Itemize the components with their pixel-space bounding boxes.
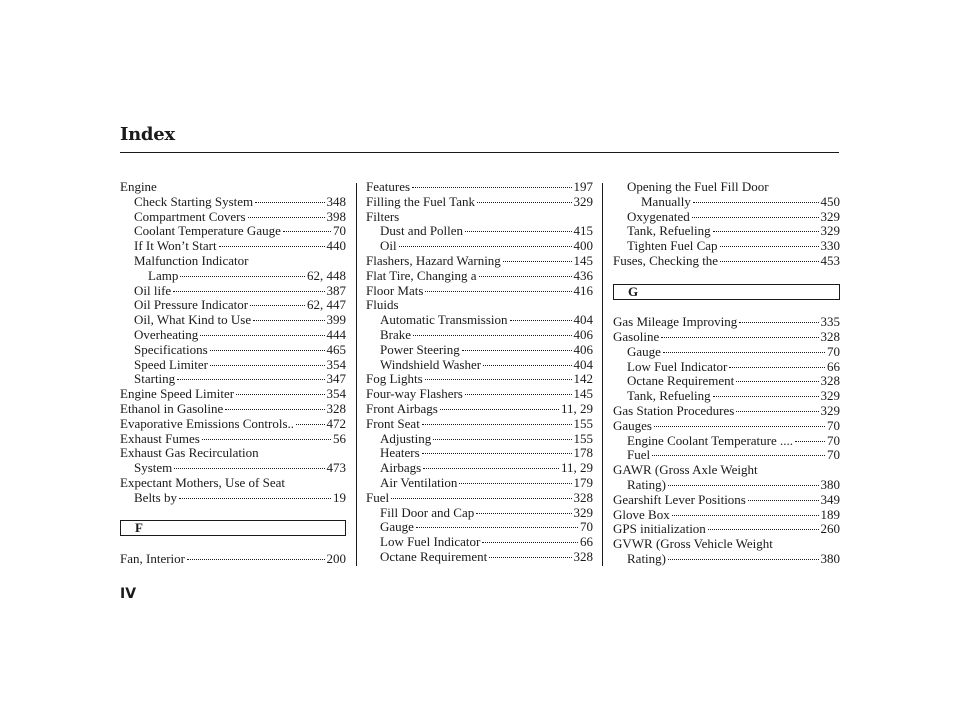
entry-label: Filters <box>366 208 400 224</box>
entry-label: Front Airbags <box>366 400 438 416</box>
index-entry <box>366 387 593 402</box>
entry-page-number: 335 <box>820 314 840 330</box>
entry-page-number: 349 <box>820 491 840 507</box>
column-divider <box>356 183 357 566</box>
entry-page-number: 473 <box>326 460 346 476</box>
index-entry <box>613 224 840 239</box>
dot-leader <box>720 246 819 247</box>
dot-leader <box>736 411 818 412</box>
entry-page-number: 197 <box>573 179 593 194</box>
dot-leader <box>748 500 819 501</box>
entry-page-number: 56 <box>333 430 346 446</box>
index-entry <box>366 313 593 328</box>
entry-page-number: 328 <box>573 548 593 564</box>
entry-label: Check Starting System <box>134 193 254 209</box>
index-entry <box>613 239 840 254</box>
entry-page-number: 178 <box>573 445 593 461</box>
index-entry <box>613 419 840 434</box>
entry-label: Fuel <box>627 447 651 463</box>
dot-leader <box>708 529 819 530</box>
index-entry <box>120 180 346 195</box>
entry-label: Malfunction Indicator <box>134 252 249 268</box>
index-entry <box>366 417 593 432</box>
index-entry <box>613 180 840 195</box>
index-entry <box>366 254 593 269</box>
index-entry <box>120 461 346 476</box>
index-entry <box>120 476 346 491</box>
entry-label: Power Steering <box>380 341 460 357</box>
entry-page-number: 70 <box>333 223 346 239</box>
entry-label: Fuel <box>366 489 390 505</box>
index-entry <box>613 330 840 345</box>
dot-leader <box>510 320 572 321</box>
entry-page-number: 399 <box>326 312 346 328</box>
entry-label: Fill Door and Cap <box>380 504 475 520</box>
dot-leader <box>391 498 571 499</box>
entry-label: Low Fuel Indicator <box>627 358 728 374</box>
dot-leader <box>425 291 571 292</box>
entry-label: Flat Tire, Changing a <box>366 267 477 283</box>
entry-page-number: 328 <box>820 328 840 344</box>
entry-page-number: 329 <box>820 402 840 418</box>
dot-leader <box>202 439 331 440</box>
entry-label: Overheating <box>134 326 199 342</box>
index-entry <box>366 239 593 254</box>
entry-page-number: 62, 448 <box>307 267 346 283</box>
entry-label: Oil <box>380 238 397 254</box>
entry-label: Exhaust Gas Recirculation <box>120 445 259 461</box>
index-entry <box>120 446 346 461</box>
dot-leader <box>465 231 571 232</box>
entry-page-number: 329 <box>573 504 593 520</box>
dot-leader <box>663 352 825 353</box>
entry-label: Engine Speed Limiter <box>120 386 235 402</box>
entry-label: Exhaust Fumes <box>120 430 200 446</box>
entry-label: Fog Lights <box>366 371 423 387</box>
dot-leader <box>440 409 559 410</box>
entry-page-number: 416 <box>573 282 593 298</box>
entry-page-number: 328 <box>573 489 593 505</box>
entry-label: Octane Requirement <box>627 373 735 389</box>
index-entry <box>366 491 593 506</box>
index-column-1 <box>120 180 346 567</box>
entry-page-number: 380 <box>820 476 840 492</box>
index-entry <box>366 343 593 358</box>
dot-leader <box>668 485 819 486</box>
index-entry <box>120 402 346 417</box>
index-entry <box>613 374 840 389</box>
entry-label: Ethanol in Gasoline <box>120 400 224 416</box>
index-entry <box>366 402 593 417</box>
dot-leader <box>668 559 819 560</box>
index-entry <box>613 345 840 360</box>
entry-label: Gauge <box>380 519 414 535</box>
dot-leader <box>713 396 819 397</box>
entry-page-number: 145 <box>573 252 593 268</box>
index-entry <box>366 328 593 343</box>
index-entry <box>366 210 593 225</box>
dot-leader <box>795 441 825 442</box>
entry-page-number: 440 <box>326 238 346 254</box>
entry-label: Oil life <box>134 282 172 298</box>
entry-label: Tank, Refueling <box>627 223 711 239</box>
entry-label: Front Seat <box>366 415 420 431</box>
index-entry <box>613 463 840 478</box>
dot-leader <box>462 350 572 351</box>
index-entry <box>613 404 840 419</box>
index-entry <box>120 328 346 343</box>
entry-label: Glove Box <box>613 506 670 522</box>
index-entry <box>613 508 840 523</box>
index-entry <box>613 448 840 463</box>
section-letter-header: G <box>613 284 840 300</box>
entry-label: Opening the Fuel Fill Door <box>627 179 769 194</box>
entry-label: Coolant Temperature Gauge <box>134 223 281 239</box>
entry-label: Airbags <box>380 460 422 476</box>
entry-page-number: 436 <box>573 267 593 283</box>
entry-page-number: 329 <box>820 388 840 404</box>
entry-label: Automatic Transmission <box>380 312 508 328</box>
title-rule <box>120 152 839 153</box>
entry-label: Tighten Fuel Cap <box>627 238 718 254</box>
index-entry <box>366 550 593 565</box>
index-entry <box>366 446 593 461</box>
entry-label: Air Ventilation <box>380 474 458 490</box>
index-entry <box>120 387 346 402</box>
entry-page-number: 189 <box>820 506 840 522</box>
dot-leader <box>236 394 324 395</box>
entry-label: Fan, Interior <box>120 550 185 566</box>
entry-page-number: 11, 29 <box>560 460 593 476</box>
entry-page-number: 354 <box>326 386 346 402</box>
entry-page-number: 398 <box>326 208 346 224</box>
entry-label: Four-way Flashers <box>366 386 463 402</box>
entry-page-number: 450 <box>820 193 840 209</box>
entry-label: Brake <box>380 326 412 342</box>
dot-leader <box>425 379 572 380</box>
dot-leader <box>661 337 818 338</box>
entry-page-number: 380 <box>820 550 840 566</box>
dot-leader <box>250 305 305 306</box>
entry-page-number: 472 <box>326 415 346 431</box>
dot-leader <box>672 515 819 516</box>
dot-leader <box>482 542 578 543</box>
entry-page-number: 11, 29 <box>560 400 593 416</box>
entry-page-number: 66 <box>580 534 593 550</box>
entry-label: Flashers, Hazard Warning <box>366 252 501 268</box>
entry-page-number: 179 <box>573 474 593 490</box>
index-entry <box>120 358 346 373</box>
index-entry <box>613 315 840 330</box>
dot-leader <box>713 231 819 232</box>
page-title: Index <box>120 124 175 145</box>
dot-leader <box>654 426 825 427</box>
dot-leader <box>173 291 324 292</box>
page-number: IV <box>120 586 137 602</box>
dot-leader <box>489 557 571 558</box>
entry-label: Dust and Pollen <box>380 223 464 239</box>
entry-label: Lamp <box>148 267 179 283</box>
index-entry <box>120 210 346 225</box>
dot-leader <box>248 217 325 218</box>
entry-page-number: 465 <box>326 341 346 357</box>
index-entry <box>366 195 593 210</box>
entry-label: Features <box>366 179 411 194</box>
index-entry <box>366 535 593 550</box>
entry-page-number: 444 <box>326 326 346 342</box>
dot-leader <box>476 513 571 514</box>
dot-leader <box>422 453 572 454</box>
entry-label: Low Fuel Indicator <box>380 534 481 550</box>
entry-label: GAWR (Gross Axle Weight <box>613 462 758 478</box>
index-entry <box>120 269 346 284</box>
index-entry <box>366 180 593 195</box>
entry-label: If It Won’t Start <box>134 238 217 254</box>
entry-label: Engine <box>120 179 157 194</box>
dot-leader <box>692 217 819 218</box>
entry-label: Windshield Washer <box>380 356 482 372</box>
dot-leader <box>253 320 324 321</box>
entry-page-number: 406 <box>573 326 593 342</box>
entry-page-number: 70 <box>827 432 840 448</box>
index-entry <box>613 493 840 508</box>
index-column-2 <box>366 180 593 565</box>
entry-page-number: 330 <box>820 238 840 254</box>
index-entry <box>120 343 346 358</box>
index-entry <box>366 358 593 373</box>
index-entry <box>613 389 840 404</box>
entry-page-number: 400 <box>573 238 593 254</box>
entry-page-number: 354 <box>326 356 346 372</box>
entry-label: Belts by <box>134 489 177 505</box>
dot-leader <box>255 202 324 203</box>
index-entry <box>120 254 346 269</box>
entry-page-number: 404 <box>573 356 593 372</box>
index-entry <box>613 434 840 449</box>
index-entry <box>366 284 593 299</box>
spacer <box>120 506 346 521</box>
entry-label: Adjusting <box>380 430 432 446</box>
dot-leader <box>483 365 571 366</box>
dot-leader <box>720 261 818 262</box>
entry-page-number: 404 <box>573 312 593 328</box>
index-entry <box>120 372 346 387</box>
entry-label: Tank, Refueling <box>627 388 711 404</box>
index-entry <box>366 476 593 491</box>
dot-leader <box>423 468 559 469</box>
dot-leader <box>174 468 324 469</box>
dot-leader <box>479 276 572 277</box>
dot-leader <box>210 350 325 351</box>
entry-page-number: 329 <box>820 223 840 239</box>
dot-leader <box>283 231 331 232</box>
index-entry <box>366 461 593 476</box>
entry-label: Gas Station Procedures <box>613 402 735 418</box>
entry-label: Oil Pressure Indicator <box>134 297 249 313</box>
entry-label: Heaters <box>380 445 420 461</box>
index-entry <box>613 254 840 269</box>
entry-page-number: 145 <box>573 386 593 402</box>
dot-leader <box>219 246 325 247</box>
dot-leader <box>465 394 572 395</box>
entry-label: Floor Mats <box>366 282 424 298</box>
dot-leader <box>729 367 825 368</box>
entry-page-number: 415 <box>573 223 593 239</box>
dot-leader <box>177 379 324 380</box>
entry-page-number: 70 <box>827 343 840 359</box>
entry-page-number: 70 <box>827 447 840 463</box>
index-entry <box>613 537 840 552</box>
entry-page-number: 328 <box>820 373 840 389</box>
index-entry <box>613 210 840 225</box>
entry-label: Octane Requirement <box>380 548 488 564</box>
dot-leader <box>736 381 818 382</box>
spacer <box>613 300 840 315</box>
index-entry <box>366 372 593 387</box>
dot-leader <box>225 409 324 410</box>
index-entry <box>120 313 346 328</box>
dot-leader <box>652 455 825 456</box>
entry-label: Oil, What Kind to Use <box>134 312 252 328</box>
dot-leader <box>422 424 572 425</box>
entry-label: Gauge <box>627 343 661 359</box>
index-entry <box>613 478 840 493</box>
entry-label: Starting <box>134 371 176 387</box>
entry-page-number: 70 <box>580 519 593 535</box>
entry-label: Fuses, Checking the <box>613 252 719 268</box>
entry-label: GVWR (Gross Vehicle Weight <box>613 536 773 552</box>
index-entry <box>613 522 840 537</box>
dot-leader <box>187 559 325 560</box>
section-letter-header: F <box>120 520 346 536</box>
entry-page-number: 62, 447 <box>307 297 346 313</box>
dot-leader <box>459 483 571 484</box>
entry-page-number: 19 <box>333 489 346 505</box>
column-divider <box>602 183 603 566</box>
dot-leader <box>413 335 571 336</box>
index-column-3 <box>613 180 840 567</box>
spacer <box>613 269 840 284</box>
index-entry <box>120 491 346 506</box>
entry-page-number: 66 <box>827 358 840 374</box>
entry-page-number: 200 <box>326 550 346 566</box>
entry-page-number: 328 <box>326 400 346 416</box>
index-entry <box>120 239 346 254</box>
dot-leader <box>412 187 571 188</box>
dot-leader <box>180 276 305 277</box>
index-entry <box>120 224 346 239</box>
entry-label: Rating) <box>627 476 666 492</box>
index-entry <box>366 520 593 535</box>
dot-leader <box>210 365 324 366</box>
dot-leader <box>200 335 324 336</box>
index-entry <box>366 224 593 239</box>
dot-leader <box>739 322 818 323</box>
entry-page-number: 348 <box>326 193 346 209</box>
index-entry <box>613 195 840 210</box>
index-entry <box>613 360 840 375</box>
index-entry <box>366 298 593 313</box>
entry-label: Rating) <box>627 550 666 566</box>
entry-page-number: 155 <box>573 415 593 431</box>
entry-label: Speed Limiter <box>134 356 209 372</box>
entry-label: Compartment Covers <box>134 208 246 224</box>
entry-label: System <box>134 460 173 476</box>
entry-page-number: 70 <box>827 417 840 433</box>
entry-label: Oxygenated <box>627 208 690 224</box>
index-entry <box>366 432 593 447</box>
entry-label: Manually <box>641 193 691 209</box>
index-entry <box>120 552 346 567</box>
entry-label: Expectant Mothers, Use of Seat <box>120 474 285 490</box>
index-entry <box>120 417 346 432</box>
entry-label: Gauges <box>613 417 652 433</box>
entry-label: Evaporative Emissions Controls.. <box>120 415 295 431</box>
entry-page-number: 329 <box>573 193 593 209</box>
entry-page-number: 260 <box>820 521 840 537</box>
dot-leader <box>693 202 819 203</box>
index-entry <box>366 269 593 284</box>
entry-label: GPS initialization <box>613 521 706 537</box>
entry-label: Engine Coolant Temperature .... <box>627 432 793 448</box>
index-entry <box>613 552 840 567</box>
entry-page-number: 453 <box>820 252 840 268</box>
index-entry <box>120 195 346 210</box>
entry-label: Filling the Fuel Tank <box>366 193 475 209</box>
index-entry <box>120 298 346 313</box>
entry-label: Gearshift Lever Positions <box>613 491 746 507</box>
entry-page-number: 142 <box>573 371 593 387</box>
dot-leader <box>503 261 572 262</box>
entry-page-number: 347 <box>326 371 346 387</box>
index-entry <box>120 432 346 447</box>
dot-leader <box>477 202 572 203</box>
spacer <box>120 537 346 552</box>
dot-leader <box>296 424 324 425</box>
entry-label: Gas Mileage Improving <box>613 314 738 330</box>
entry-page-number: 155 <box>573 430 593 446</box>
index-entry <box>120 284 346 299</box>
dot-leader <box>399 246 572 247</box>
entry-page-number: 329 <box>820 208 840 224</box>
dot-leader <box>433 439 571 440</box>
dot-leader <box>416 527 578 528</box>
dot-leader <box>179 498 331 499</box>
entry-label: Gasoline <box>613 328 660 344</box>
entry-page-number: 387 <box>326 282 346 298</box>
entry-page-number: 406 <box>573 341 593 357</box>
entry-label: Specifications <box>134 341 208 357</box>
entry-label: Fluids <box>366 297 399 313</box>
index-entry <box>366 506 593 521</box>
